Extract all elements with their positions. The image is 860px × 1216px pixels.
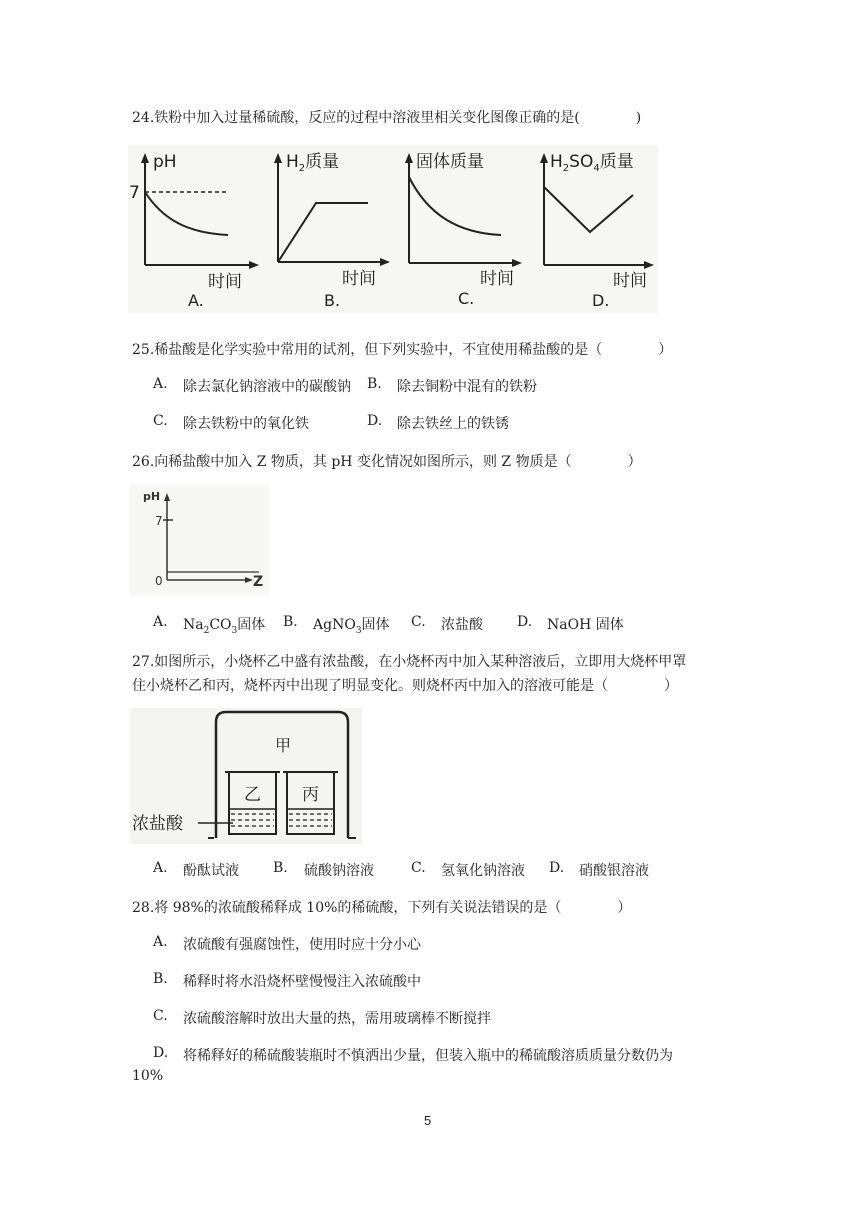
q27-option-c-letter: C. [411, 860, 426, 876]
q26-option-c-letter: C. [411, 614, 426, 630]
q24-a-letter: A. [188, 291, 204, 310]
q26-option-b-letter: B. [283, 614, 298, 630]
q27-option-b-text: 硫酸钠溶液 [304, 863, 374, 879]
q28-stem: 28.将 98%的浓硫酸稀释成 10%的稀硫酸，下列有关说法错误的是（ ） [132, 900, 632, 916]
q25-option-d-letter: D. [367, 413, 383, 429]
q24-c-ylabel: 固体质量 [416, 152, 484, 172]
q25-option-a-text: 除去氯化钠溶液中的碳酸钠 [183, 379, 351, 395]
q24-d-xlabel: 时间 [613, 271, 647, 291]
q26-option-d-letter: D. [517, 614, 533, 630]
q25-option-c-text: 除去铁粉中的氧化铁 [183, 416, 309, 432]
q28-option-d-letter: D. [153, 1045, 169, 1061]
q28-option-c-text: 浓硫酸溶解时放出大量的热，需用玻璃棒不断搅拌 [183, 1011, 491, 1027]
q25-option-c-letter: C. [153, 413, 168, 429]
q27-big-beaker [216, 712, 348, 838]
q27-label-pointer: 浓盐酸 [132, 814, 183, 834]
q27-label-jia: 甲 [275, 736, 292, 755]
q25-stem: 25.稀盐酸是化学实验中常用的试剂，但下列实验中，不宜使用稀盐酸的是（ ） [132, 342, 673, 358]
q26-figure [129, 485, 269, 595]
q26-option-c-text: 浓盐酸 [441, 617, 483, 633]
q26-option-d-text: NaOH 固体 [547, 617, 624, 633]
q26-origin: 0 [155, 574, 163, 588]
q24-a-curve [145, 192, 228, 235]
q24-c-curve [409, 177, 501, 235]
q24-a-ytick: 7 [129, 183, 140, 203]
q24-c-letter: C. [458, 289, 475, 308]
q24-graph-c [405, 152, 522, 308]
q27-option-a-text: 酚酞试液 [183, 863, 239, 879]
q24-stem: 24.铁粉中加入过量稀硫酸，反应的过程中溶液里相关变化图像正确的是( ) [132, 110, 642, 126]
q24-d-letter: D. [592, 291, 610, 310]
q28-option-d-text-line1: 将稀释好的稀硫酸装瓶时不慎洒出少量，但装入瓶中的稀硫酸溶质质量分数仍为 [183, 1048, 673, 1064]
q28-option-d-text-line2: 10% [132, 1068, 164, 1084]
q24-a-xlabel: 时间 [208, 272, 242, 292]
q26-option-a-text: $Na_2CO_3$固体 [183, 617, 266, 636]
q24-graph-a [129, 152, 259, 310]
q24-graph-d [540, 152, 654, 310]
q25-option-a-letter: A. [153, 376, 168, 392]
q27-figure [130, 708, 362, 844]
q27-label-yi: 乙 [244, 785, 261, 805]
q24-b-line [278, 203, 368, 262]
q27-label-bing: 丙 [302, 785, 319, 805]
q24-b-ylabel: $H_2$质量 [286, 152, 340, 174]
q27-option-c-text: 氢氧化钠溶液 [441, 863, 525, 879]
q28-option-a-letter: A. [153, 934, 168, 950]
q28-option-b-text: 稀释时将水沿烧杯壁慢慢注入浓硫酸中 [183, 974, 421, 990]
q26-option-a-letter: A. [153, 614, 168, 630]
q24-graphs [128, 145, 658, 313]
q25-option-b-text: 除去铜粉中混有的铁粉 [397, 379, 537, 395]
q26-ylabel: pH [143, 490, 161, 503]
q27-stem-line1: 27.如图所示，小烧杯乙中盛有浓盐酸，在小烧杯丙中加入某种溶液后，立即用大烧杯甲罩 [132, 654, 687, 670]
q27-option-d-text: 硝酸银溶液 [579, 863, 649, 879]
q26-stem: 26.向稀盐酸中加入 Z 物质，其 pH 变化情况如图所示，则 Z 物质是（ ） [132, 454, 642, 470]
q27-beakers [130, 708, 362, 844]
q24-c-xlabel: 时间 [480, 269, 514, 289]
q26-graph [129, 485, 269, 595]
q24-d-line [544, 187, 633, 232]
q25-option-b-letter: B. [367, 376, 382, 392]
q28-option-a-text: 浓硫酸有强腐蚀性，使用时应十分小心 [183, 937, 421, 953]
q27-option-a-letter: A. [153, 860, 168, 876]
page-number: 5 [424, 1113, 432, 1128]
q26-ytick: 7 [155, 514, 163, 528]
q24-d-ylabel: $H_2SO_4$质量 [550, 152, 634, 174]
q27-stem-line2: 住小烧杯乙和丙，烧杯丙中出现了明显变化。则烧杯丙中加入的溶液可能是（ ） [132, 678, 678, 694]
q25-option-d-text: 除去铁丝上的铁锈 [397, 416, 509, 432]
q26-xlabel: Z [253, 574, 264, 590]
q26-option-b-text: AgNO$_3$固体 [313, 617, 390, 636]
q24-figure [128, 145, 658, 313]
q27-option-d-letter: D. [549, 860, 565, 876]
q24-a-ylabel: pH [153, 152, 177, 172]
q24-b-letter: B. [324, 291, 341, 310]
q28-option-c-letter: C. [153, 1008, 168, 1024]
q24-b-xlabel: 时间 [342, 269, 376, 289]
q27-option-b-letter: B. [273, 860, 288, 876]
q28-option-b-letter: B. [153, 971, 168, 987]
q24-graph-b [274, 152, 390, 310]
